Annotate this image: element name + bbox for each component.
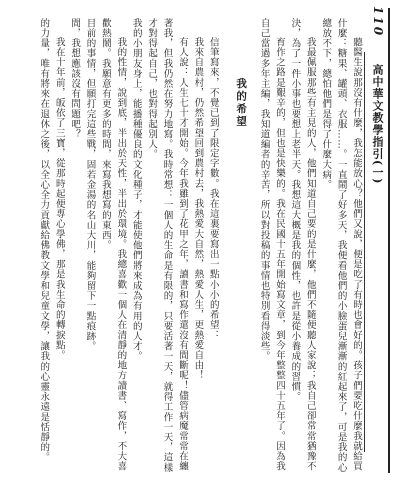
body-paragraph: 我來自農村，仍然希望回到農村去，我熱愛大自然，熱愛人生，更熱愛自由！	[192, 37, 204, 381]
running-header-title: 高中華文教學指引(一)	[371, 64, 384, 185]
page-binding-rule	[388, 8, 390, 473]
body-paragraph: 的力量，唯有將來在退休之後，以全心全力貢獻給佛教文學和兒童文學，讓我的心靈永遠是恬靜的。	[38, 18, 50, 463]
body-paragraph: 我的性情，說到底，半出於天性，半出於環境。我總喜歡一個人在清靜的地方讀書、寫作，不大喜歡熱鬧。我願意有更多的時間，來寫我想寫的東西。	[99, 18, 127, 472]
body-paragraph: 我在十年前，皈依了三寶，從那時起便專心學佛，那是我生命的轉捩點。	[53, 37, 65, 361]
vertical-text-body	[22, 18, 364, 473]
body-paragraph: 目前的事情，但願打完這些戰，固若金湯的名山大川，能夠留下一點痕跡。	[84, 18, 96, 352]
body-paragraph: 我最佩服那些有主見的人，他們知道自己要的是什麼，他們不隨便聽人家說；我自己卻常常猶豫不決，為了一件小事也要想上老半天。我想這大概是我的個性，也許是從小養成的習慣。	[289, 18, 316, 472]
body-paragraph: 我的小朋友身上，能播種優良的文化種子，才能使他們將來成為有用的人才。	[130, 18, 142, 362]
body-paragraph: 間，我想應該沒有問題吧？	[69, 18, 81, 140]
header-divider-rule	[364, 52, 365, 452]
page-number: 110	[371, 6, 385, 38]
body-paragraph: 育作之路是艱辛的，但也是快樂的。我在民國十五年開始寫文章，到今年整整四十五年了。因為我自己當過多年主編，我知道編者的辛苦，所以對投稿的事情也特別看得淡些。	[258, 18, 285, 472]
body-paragraph: 信筆寫來，不覺已到了限定字數。我在這裏要寫出一點小小的希望：	[207, 37, 219, 340]
body-paragraph: 有人說：人生七十才開始。今年我雖到了花甲之年，讀書和寫作還沒有間斷呢！儘管病魔常常在纏著我，但我仍然在努力地寫。我時常想：一個人的生命是有限的，只要活著一天，就得工作一天，這樣才對得起自己，也對得起別人。	[146, 18, 188, 473]
body-paragraph: 聽醫生說那沒有什麼，我怎能放心？他們又說，便是吃了有時也會好的。孩子們要吃什麼我就給買什麼：糖果、罐頭、衣服……。一直鬧了好多天，我便看他們的小臉蛋兒漸漸的紅起來了，可是我的心總放不下，總怕他們是得了什麼大病。	[320, 18, 362, 473]
section-heading: 我的希望	[235, 78, 248, 128]
